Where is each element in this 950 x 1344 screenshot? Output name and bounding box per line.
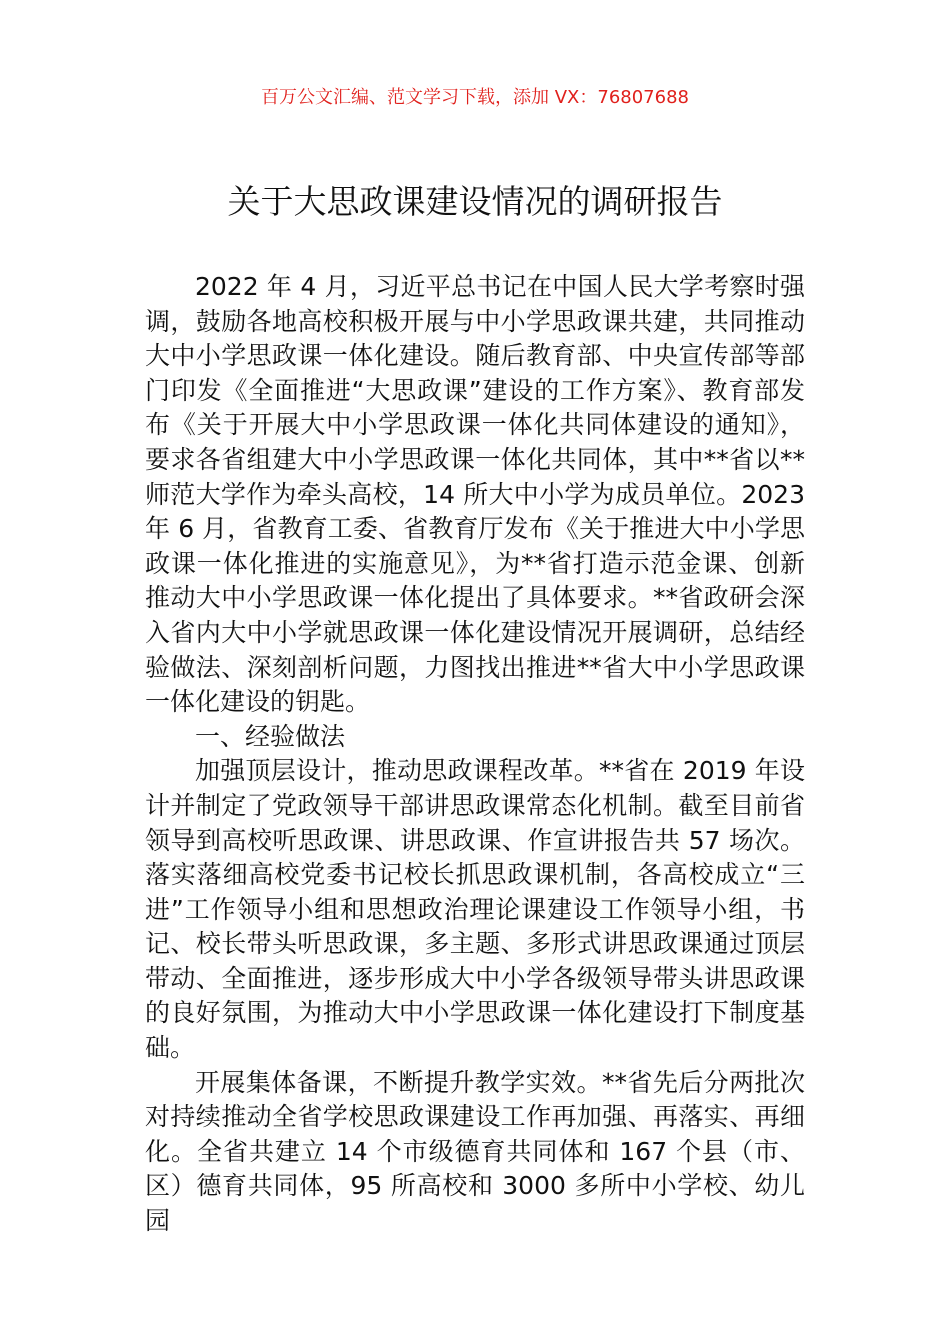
paragraph-collective-preparation: 开展集体备课，不断提升教学实效。**省先后分两批次对持续推动全省学校思政课建设工作再加强、再落实、再细化。全省共建立 14 个市级德育共同体和 167 个县（市、区）德育共同体，95 所高校和 3000 多所中小学校、幼儿园 (145, 1067, 805, 1236)
section-heading: 一、经验做法 (195, 721, 346, 751)
document-body (145, 270, 805, 1239)
header-note: 百万公文汇编、范文学习下载，添加 VX：76807688 (261, 87, 689, 108)
paragraph-intro: 2022 年 4 月，习近平总书记在中国人民大学考察时强调，鼓励各地高校积极开展与中小学思政课共建，共同推动大中小学思政课一体化建设。随后教育部、中央宣传部等部门印发《全面推进“大思政课”建设的工作方案》、教育部发布《关于开展大中小学思政课一体化共同体建设的通知》，要求各省组建大中小学思政课一体化共同体，其中**省以**师范大学作为牵头高校，14 所大中小学为成员单位。2023 年 6 月，省教育工委、省教育厅发布《关于推进大中小学思政课一体化推进的实施意见》，为**省打造示范金课、创新推动大中小学思政课一体化提出了具体要求。**省政研会深入省内大中小学就思政课一体化建设情况开展调研，总结经验做法、深刻剖析问题，力图找出推进**省大中小学思政课一体化建设的钥匙。 (145, 272, 805, 717)
paragraph-top-level-design: 加强顶层设计，推动思政课程改革。**省在 2019 年设计并制定了党政领导干部讲思政课常态化机制。截至目前省领导到高校听思政课、讲思政课、作宣讲报告共 57 场次。落实落细高校党委书记校长抓思政课机制，各高校成立“三进”工作领导小组和思想政治理论课建设工作领导小组，书记、校长带头听思政课，多主题、多形式讲思政课通过顶层带动、全面推进，逐步形成大中小学各级领导带头讲思政课的良好氛围，为推动大中小学思政课一体化建设打下制度基础。 (145, 756, 805, 1063)
document-title: 关于大思政课建设情况的调研报告 (227, 182, 723, 221)
